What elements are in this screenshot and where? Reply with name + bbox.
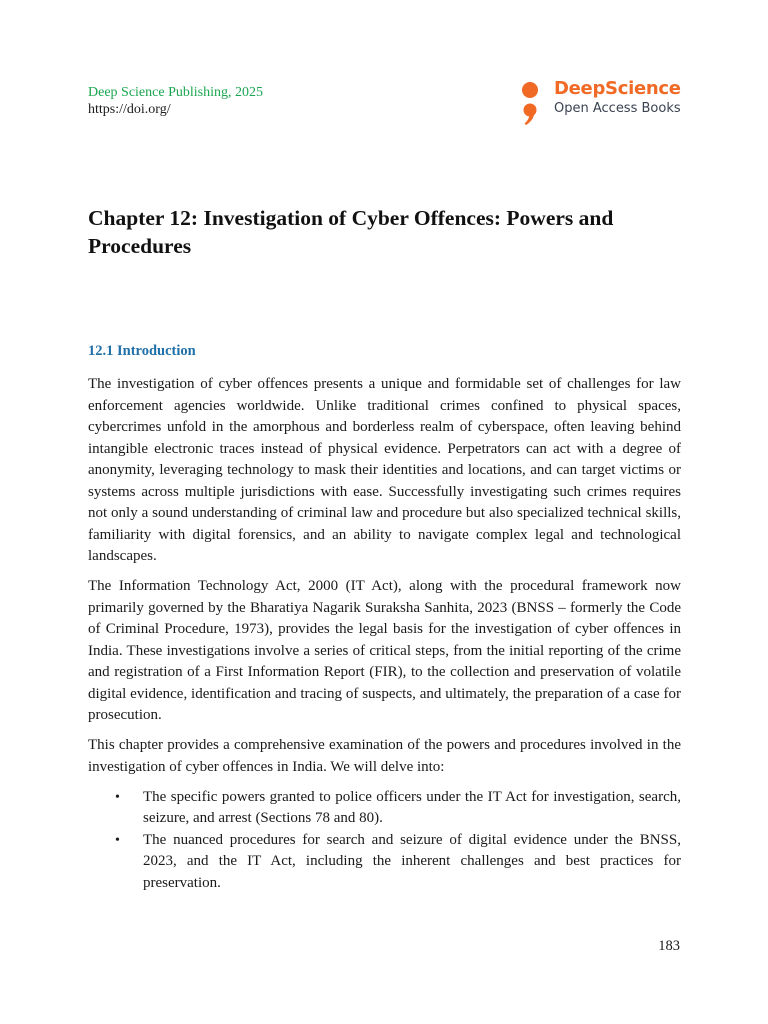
logo-comma-icon (520, 80, 542, 126)
paragraph: The investigation of cyber offences presents a unique and formidable set of challenges for law enforcement agencies worldwide. Unlike traditional crimes confined to physical spaces, cybercrimes unfold in the amorphous and borderless realm of cyberspace, often leaving behind intangible electronic traces instead of physical evidence. Perpetrators can act with a degree of anonymity, leveraging technology to mask their identities and locations, and can target victims or systems across multiple jurisdictions with ease. Successfully investigating such crimes requires not only a sound understanding of criminal law and procedure but also specialized technical skills, familiarity with digital forensics, and an ability to navigate complex legal and technological landscapes. (88, 376, 681, 564)
section-heading: 12.1 Introduction (88, 343, 196, 359)
paragraph: The Information Technology Act, 2000 (IT Act), along with the procedural framework now primarily governed by the Bharatiya Nagarik Suraksha Sanhita, 2023 (BNSS – formerly the Code of Criminal Procedure, 1973), provides the legal basis for the investigation of cyber offences in India. These investigations involve a series of critical steps, from the initial reporting of the crime and registration of a First Information Report (FIR), to the collection and preservation of volatile digital evidence, identification and tracing of suspects, and ultimately, the preparation of a case for prosecution. (88, 578, 681, 723)
list-item (88, 830, 681, 895)
logo-subtitle: Open Access Books (554, 101, 681, 116)
chapter-title: Chapter 12: Investigation of Cyber Offences: Powers and Procedures (88, 206, 614, 258)
body-text (88, 374, 681, 894)
bullet-list (88, 787, 681, 895)
list-item-text: The specific powers granted to police officers under the IT Act for investigation, search, seizure, and arrest (Sections 78 and 80). (143, 788, 681, 826)
page-number: 183 (658, 938, 680, 954)
logo-title: DeepScience (554, 78, 681, 99)
paragraph: This chapter provides a comprehensive examination of the powers and procedures involved in the investigation of cyber offences in India. We will delve into: (88, 737, 681, 775)
bullet-icon: • (115, 789, 120, 805)
publication-info (88, 84, 263, 118)
bullet-icon: • (115, 832, 120, 848)
list-item (88, 787, 681, 830)
deepscience-logo (520, 78, 690, 126)
list-item-text: The nuanced procedures for search and seizure of digital evidence under the BNSS, 2023, and the IT Act, including the inherent challenges and best practices for preservation. (143, 831, 681, 891)
doi-line: https://doi.org/ (88, 102, 171, 117)
publisher-line: Deep Science Publishing, 2025 (88, 85, 263, 100)
